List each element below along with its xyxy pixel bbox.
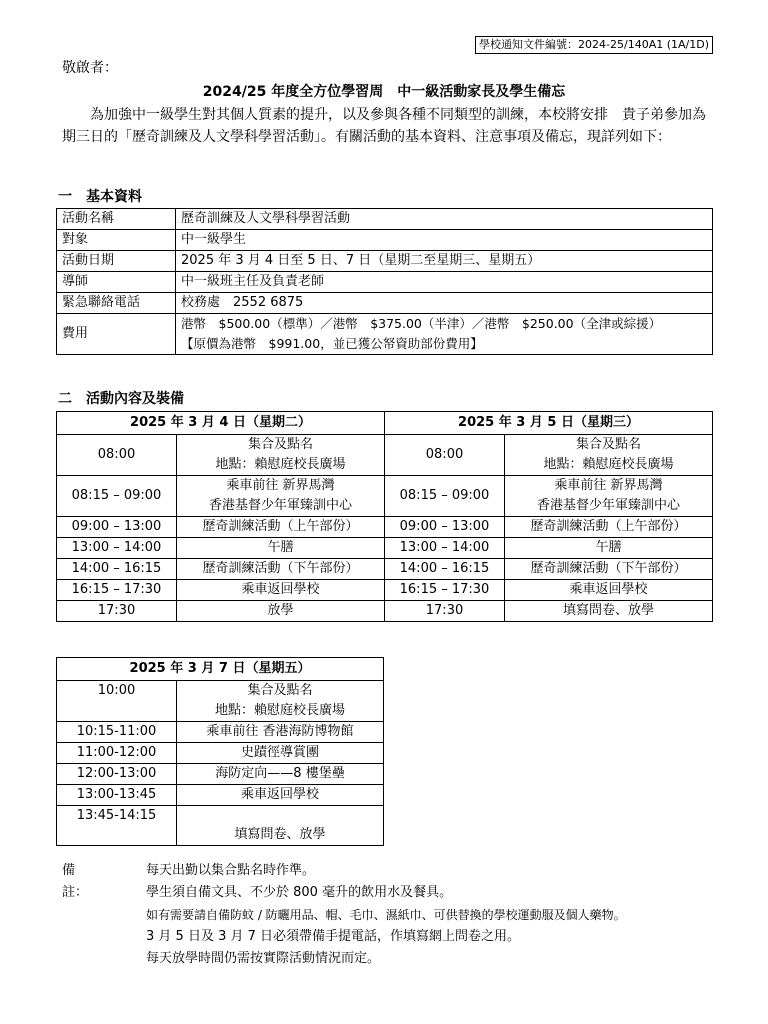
schedule-row [57,601,713,622]
activity-cell: 歷奇訓練活動（下午部份） [505,559,713,580]
info-row-phone [57,293,713,314]
time-cell: 14:00 – 16:15 [385,559,505,580]
fee-line: 港幣 $500.00（標準）／港幣 $375.00（半津）／港幣 $250.00（全津或綜援） [181,316,662,331]
activity-cell: 填寫問卷、放學 [177,806,384,846]
schedule-row [57,476,713,517]
time-cell: 17:30 [57,601,177,622]
activity-cell: 乘車返回學校 [177,580,385,601]
schedule-row [57,435,713,476]
note-item: 如有需要請自備防蚊 / 防曬用品、帽、毛巾、濕紙巾、可供替換的學校運動服及個人藥物。 [146,908,626,922]
schedule-row [57,785,384,806]
day-header: 2025 年 3 月 5 日（星期三） [385,412,713,435]
info-value [176,314,713,355]
schedule-row [57,580,713,601]
intro-paragraph: 為加強中一級學生對其個人質素的提升，以及參與各種不同類型的訓練，本校將安排 貴子弟參加為期三日的「歷奇訓練及人文學科學習活動」。有關活動的基本資料、注意事項及備忘，現詳列如下： [62,107,706,145]
basic-info-table [56,208,713,355]
info-value: 中一級學生 [176,230,713,251]
activity-cell [177,681,384,722]
time-cell: 13:00-13:45 [57,785,177,806]
time-cell: 08:00 [57,435,177,476]
info-value: 中一級班主任及負責老師 [176,272,713,293]
activity-cell [177,435,385,476]
activity-detail: 地點：賴慰庭校長廣場 [214,703,345,718]
schedule-table-mar7 [56,657,384,846]
time-cell: 09:00 – 13:00 [57,517,177,538]
schedule-row [57,722,384,743]
activity-text: 乘車前往 新界馬灣 [554,478,663,493]
schedule-row [57,517,713,538]
activity-cell: 乘車返回學校 [177,785,384,806]
time-cell: 16:15 – 17:30 [57,580,177,601]
info-label: 導師 [57,272,176,293]
schedule-row [57,538,713,559]
time-cell: 13:00 – 14:00 [385,538,505,559]
activity-text: 集合及點名 [247,437,313,452]
info-value: 歷奇訓練及人文學科學習活動 [176,209,713,230]
activity-cell [177,476,385,517]
activity-cell: 乘車返回學校 [505,580,713,601]
info-label: 緊急聯絡電話 [57,293,176,314]
activity-cell: 放學 [177,601,385,622]
note-item: 學生須自備文具、不少於 800 毫升的飲用水及餐具。 [146,885,453,900]
time-cell: 10:15-11:00 [57,722,177,743]
activity-detail: 香港基督少年軍臻訓中心 [208,498,352,513]
info-row-fee [57,314,713,355]
info-row-target [57,230,713,251]
notes-label: 備註： [62,863,89,900]
info-row-activity [57,209,713,230]
info-row-tutor [57,272,713,293]
day-header: 2025 年 3 月 7 日（星期五） [57,658,384,681]
time-cell: 11:00-12:00 [57,743,177,764]
schedule-row [57,681,384,722]
fee-note: 【原價為港幣 $991.00，並已獲公帑資助部份費用】 [181,336,483,351]
activity-cell: 乘車前往 香港海防博物館 [177,722,384,743]
schedule-row [57,743,384,764]
activity-cell [505,435,713,476]
time-cell: 17:30 [385,601,505,622]
info-value: 校務處 2552 6875 [176,293,713,314]
time-cell: 08:00 [385,435,505,476]
schedule-row [57,806,384,846]
activity-cell [505,476,713,517]
info-row-date [57,251,713,272]
activity-cell: 歷奇訓練活動（下午部份） [177,559,385,580]
section2-heading: 二 活動內容及裝備 [58,391,184,407]
activity-detail: 香港基督少年軍臻訓中心 [536,498,680,513]
greeting: 敬啟者： [62,60,118,76]
schedule-row [57,764,384,785]
info-label: 活動日期 [57,251,176,272]
document-reference-number: 學校通知文件編號：2024-25/140A1 (1A/1D) [475,36,713,54]
info-label: 活動名稱 [57,209,176,230]
info-label: 費用 [57,314,176,355]
page-title: 2024/25 年度全方位學習周 中一級活動家長及學生備忘 [202,84,566,100]
note-item: 每天出勤以集合點名時作準。 [146,863,316,878]
note-item: 每天放學時間仍需按實際活動情況而定。 [146,951,381,966]
time-cell: 12:00-13:00 [57,764,177,785]
activity-detail: 地點：賴慰庭校長廣場 [543,457,674,472]
time-cell: 16:15 – 17:30 [385,580,505,601]
schedule-row [57,559,713,580]
time-cell: 13:45-14:15 [57,806,177,846]
day-header: 2025 年 3 月 4 日（星期二） [57,412,385,435]
activity-cell: 午膳 [505,538,713,559]
time-cell: 08:15 – 09:00 [385,476,505,517]
activity-text: 集合及點名 [247,683,313,698]
info-label: 對象 [57,230,176,251]
activity-cell: 歷奇訓練活動（上午部份） [177,517,385,538]
schedule-table-mar4-mar5 [56,411,713,622]
activity-cell: 午膳 [177,538,385,559]
activity-cell: 海防定向——8 樓堡壘 [177,764,384,785]
info-value: 2025 年 3 月 4 日至 5 日、7 日（星期二至星期三、星期五） [176,251,713,272]
time-cell: 09:00 – 13:00 [385,517,505,538]
section1-heading: 一 基本資料 [58,189,142,205]
activity-text: 集合及點名 [575,437,641,452]
activity-detail: 地點：賴慰庭校長廣場 [215,457,346,472]
time-cell: 14:00 – 16:15 [57,559,177,580]
note-item: 3 月 5 日及 3 月 7 日必須帶備手提電話，作填寫網上問卷之用。 [146,929,521,944]
activity-cell: 填寫問卷、放學 [505,601,713,622]
time-cell: 08:15 – 09:00 [57,476,177,517]
activity-cell: 史蹟徑導賞團 [177,743,384,764]
time-cell: 13:00 – 14:00 [57,538,177,559]
activity-text: 乘車前往 新界馬灣 [226,478,335,493]
activity-cell: 歷奇訓練活動（上午部份） [505,517,713,538]
time-cell: 10:00 [57,681,177,722]
